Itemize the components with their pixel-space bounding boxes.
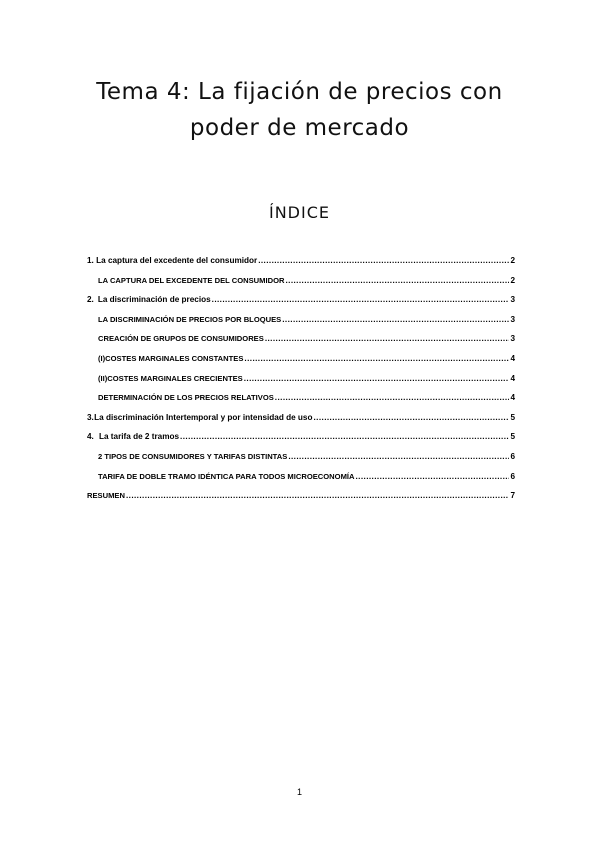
- toc-entry[interactable]: [87, 290, 515, 310]
- toc-leader: [314, 408, 510, 428]
- toc-leader: [244, 349, 509, 369]
- toc-label: CREACIÓN DE GRUPOS DE CONSUMIDORES: [98, 334, 264, 344]
- toc-page: 2: [510, 256, 515, 265]
- toc-entry[interactable]: [87, 329, 515, 349]
- index-heading: ÍNDICE: [268, 203, 330, 222]
- toc-label: La discriminación Intertemporal y por intensidad de uso: [94, 412, 313, 422]
- toc-label: La captura del excedente del consumidor: [96, 256, 258, 265]
- toc-entry[interactable]: [87, 271, 515, 291]
- toc-entry[interactable]: [87, 251, 515, 271]
- toc-leader: [356, 467, 510, 487]
- toc-label: DETERMINACIÓN DE LOS PRECIOS RELATIVOS: [98, 393, 274, 403]
- toc-page: 3: [510, 314, 515, 324]
- toc-page: 4: [510, 353, 515, 363]
- toc-leader: [180, 427, 509, 447]
- toc-label: TARIFA DE DOBLE TRAMO IDÉNTICA PARA TODOS MICROECONOMÍA: [98, 471, 355, 481]
- toc-page: 6: [510, 471, 515, 481]
- toc-leader: [126, 486, 509, 506]
- title-line-2: poder de mercado: [189, 115, 410, 141]
- toc-leader: [288, 447, 509, 467]
- toc-leader: [244, 369, 510, 389]
- document-title: [0, 74, 599, 146]
- toc-leader: [282, 310, 509, 330]
- toc-label: La tarifa de 2 tramos: [98, 432, 180, 442]
- toc-label: 2 TIPOS DE CONSUMIDORES Y TARIFAS DISTINTAS: [98, 451, 288, 461]
- toc-entry[interactable]: [87, 349, 515, 369]
- toc-page: 3: [510, 334, 515, 344]
- toc-leader: [265, 329, 510, 349]
- toc-label: (II)COSTES MARGINALES CRECIENTES: [98, 373, 243, 383]
- toc-entry[interactable]: [87, 486, 515, 506]
- toc-entry[interactable]: [87, 447, 515, 467]
- toc-leader: [285, 271, 509, 291]
- toc-number: 4.: [87, 432, 94, 442]
- toc-entry[interactable]: [87, 310, 515, 330]
- toc-page: 4: [510, 393, 515, 403]
- page-number: 1: [296, 787, 302, 797]
- toc-page: 7: [510, 491, 515, 501]
- toc-entry[interactable]: [87, 388, 515, 408]
- toc-entry[interactable]: [87, 408, 515, 428]
- toc-leader: [258, 251, 509, 271]
- table-of-contents: [87, 251, 515, 506]
- toc-entry[interactable]: [87, 369, 515, 389]
- toc-label: La discriminación de precios: [97, 295, 211, 305]
- toc-label: (I)COSTES MARGINALES CONSTANTES: [98, 353, 244, 363]
- toc-entry[interactable]: [87, 467, 515, 487]
- toc-number: 2.: [87, 295, 94, 305]
- toc-leader: [212, 290, 510, 310]
- toc-page: 2: [510, 275, 515, 285]
- toc-page: 4: [510, 373, 515, 383]
- toc-page: 6: [510, 451, 515, 461]
- toc-label: LA CAPTURA DEL EXCEDENTE DEL CONSUMIDOR: [98, 275, 285, 285]
- toc-leader: [275, 388, 510, 408]
- toc-page: 3: [510, 295, 515, 305]
- toc-number: 3.: [87, 412, 94, 422]
- toc-label: LA DISCRIMINACIÓN DE PRECIOS POR BLOQUES: [98, 314, 282, 324]
- toc-label: RESUMEN: [87, 491, 125, 501]
- toc-entry[interactable]: [87, 427, 515, 447]
- title-line-1: Tema 4: La fijación de precios con: [96, 79, 503, 105]
- toc-number: 1.: [87, 256, 94, 265]
- toc-page: 5: [510, 412, 515, 422]
- toc-page: 5: [510, 432, 515, 442]
